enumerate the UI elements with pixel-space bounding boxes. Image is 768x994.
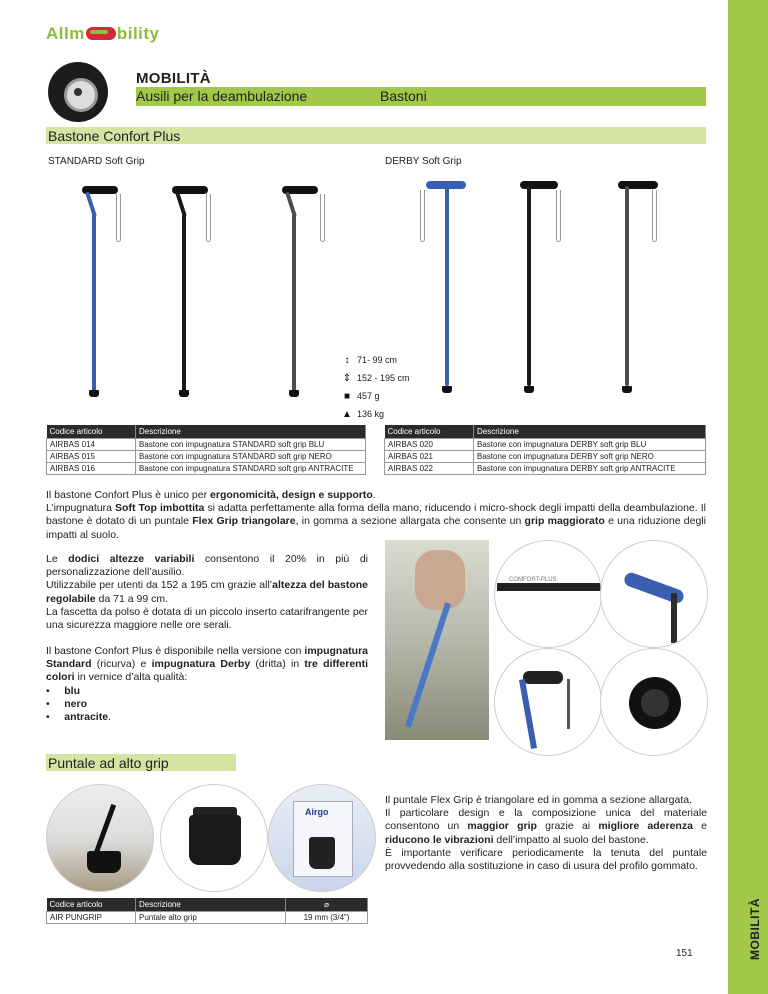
- spec-item: ▲ 136 kg: [342, 408, 385, 420]
- table-tip: [46, 898, 368, 924]
- photo-tip-package: Airgo: [268, 784, 376, 892]
- height-range-icon: ↕: [344, 354, 350, 366]
- spec-item: ■ 457 g: [341, 387, 410, 405]
- list-item: • antracite.: [46, 711, 111, 724]
- table-header: Descrizione: [474, 425, 706, 439]
- table-row: AIRBAS 015 Bastone con impugnatura STANDARD soft grip NERO: [47, 451, 366, 463]
- table-row: AIRBAS 020 Bastone con impugnatura DERBY soft grip BLU: [385, 439, 706, 451]
- header-category: MOBILITÀ: [136, 70, 211, 87]
- table-header: Descrizione: [136, 898, 286, 912]
- brand-logo: Allm bility: [46, 24, 160, 43]
- page-number: 151: [676, 948, 693, 959]
- table-header: Codice articolo: [47, 425, 136, 439]
- side-tab-label: MOBILITÀ: [748, 898, 762, 960]
- variant-derby-label: DERBY Soft Grip: [385, 156, 462, 167]
- max-load-icon: ▲: [342, 408, 352, 420]
- description-features: Le dodici altezze variabili consentono il 20% in più di personalizzazione dell’ausilio. Utilizzabile per utenti da 152 a 195 cm grazie all’altezza del bastone regolabile da 71 a 99 cm. La fascetta da polso è dotata di un piccolo inserto catarifrangente per una sicurezza maggiore nelle ore serali.: [46, 553, 368, 632]
- description-intro: Il bastone Confort Plus è unico per ergonomicità, design e supporto. L’impugnatura Soft Top imbottita si adatta perfettamente alla forma della mano, riducendo i micro-shock degli impatti della deambulazione. Il bastone è dotato di un puntale Flex Grip triangolare, in gomma a sezione allargata che consente un grip maggiorato e una riduzione degli impatti al suolo.: [46, 489, 706, 541]
- table-standard: [46, 425, 366, 475]
- header-section: Bastoni: [380, 88, 427, 104]
- photo-user-hand: [385, 540, 489, 740]
- wheel-icon: [48, 62, 108, 122]
- spec-item: ↕ 71- 99 cm: [341, 351, 410, 369]
- table-header: Codice articolo: [385, 425, 474, 439]
- tip-title: Puntale ad alto grip: [48, 755, 169, 771]
- spec-list: [341, 351, 410, 423]
- table-row: AIRBAS 014 Bastone con impugnatura STANDARD soft grip BLU: [47, 439, 366, 451]
- side-tab: [728, 0, 768, 994]
- table-row: AIRBAS 021 Bastone con impugnatura DERBY soft grip NERO: [385, 451, 706, 463]
- table-row: AIR PUNGRIP Puntale alto grip 19 mm (3/4”): [47, 912, 368, 924]
- user-height-icon: ⇕: [342, 372, 352, 384]
- table-row: AIRBAS 022 Bastone con impugnatura DERBY soft grip ANTRACITE: [385, 463, 706, 475]
- photo-tip-product: [160, 784, 268, 892]
- product-title: Bastone Confort Plus: [48, 128, 181, 144]
- list-item: • blu: [46, 684, 81, 697]
- photo-tip-detail: [600, 648, 708, 756]
- photo-shaft-detail: COMFORT-PLUS: [494, 540, 602, 648]
- tip-description: Il puntale Flex Grip è triangolare ed in gomma a sezione allargata. Il particolare design e la composizione unica del materiale consentono un maggior grip grazie ai migliore aderenza e riducono le vibrazioni dell’impatto al suolo del bastone. È importante verificare periodicamente la tenuta del puntale provvedendo alla sostituzione in caso di usura del profilo gommato.: [385, 794, 707, 873]
- description-colors: Il bastone Confort Plus è disponibile nella versione con impugnatura Standard (ricurva) e impugnatura Derby (dritta) in tre differenti colori in vernice d’alta qualità: • blu • nero • antracite.: [46, 645, 368, 724]
- table-derby: [384, 425, 706, 475]
- spec-item: ⇕ 152 - 195 cm: [342, 372, 410, 384]
- table-header: Descrizione: [136, 425, 366, 439]
- variant-standard-label: STANDARD Soft Grip: [48, 156, 145, 167]
- photo-tip-ground: [46, 784, 154, 892]
- photo-standard-handle: [494, 648, 602, 756]
- table-row: AIRBAS 016 Bastone con impugnatura STANDARD soft grip ANTRACITE: [47, 463, 366, 475]
- weight-icon: ■: [343, 390, 351, 402]
- photo-derby-handle: [600, 540, 708, 648]
- table-header: Codice articolo: [47, 898, 136, 912]
- logo-pill-icon: [86, 27, 116, 40]
- list-item: • nero: [46, 697, 88, 710]
- diameter-icon: ⌀: [286, 898, 368, 912]
- header-subcategory: Ausili per la deambulazione: [136, 88, 308, 104]
